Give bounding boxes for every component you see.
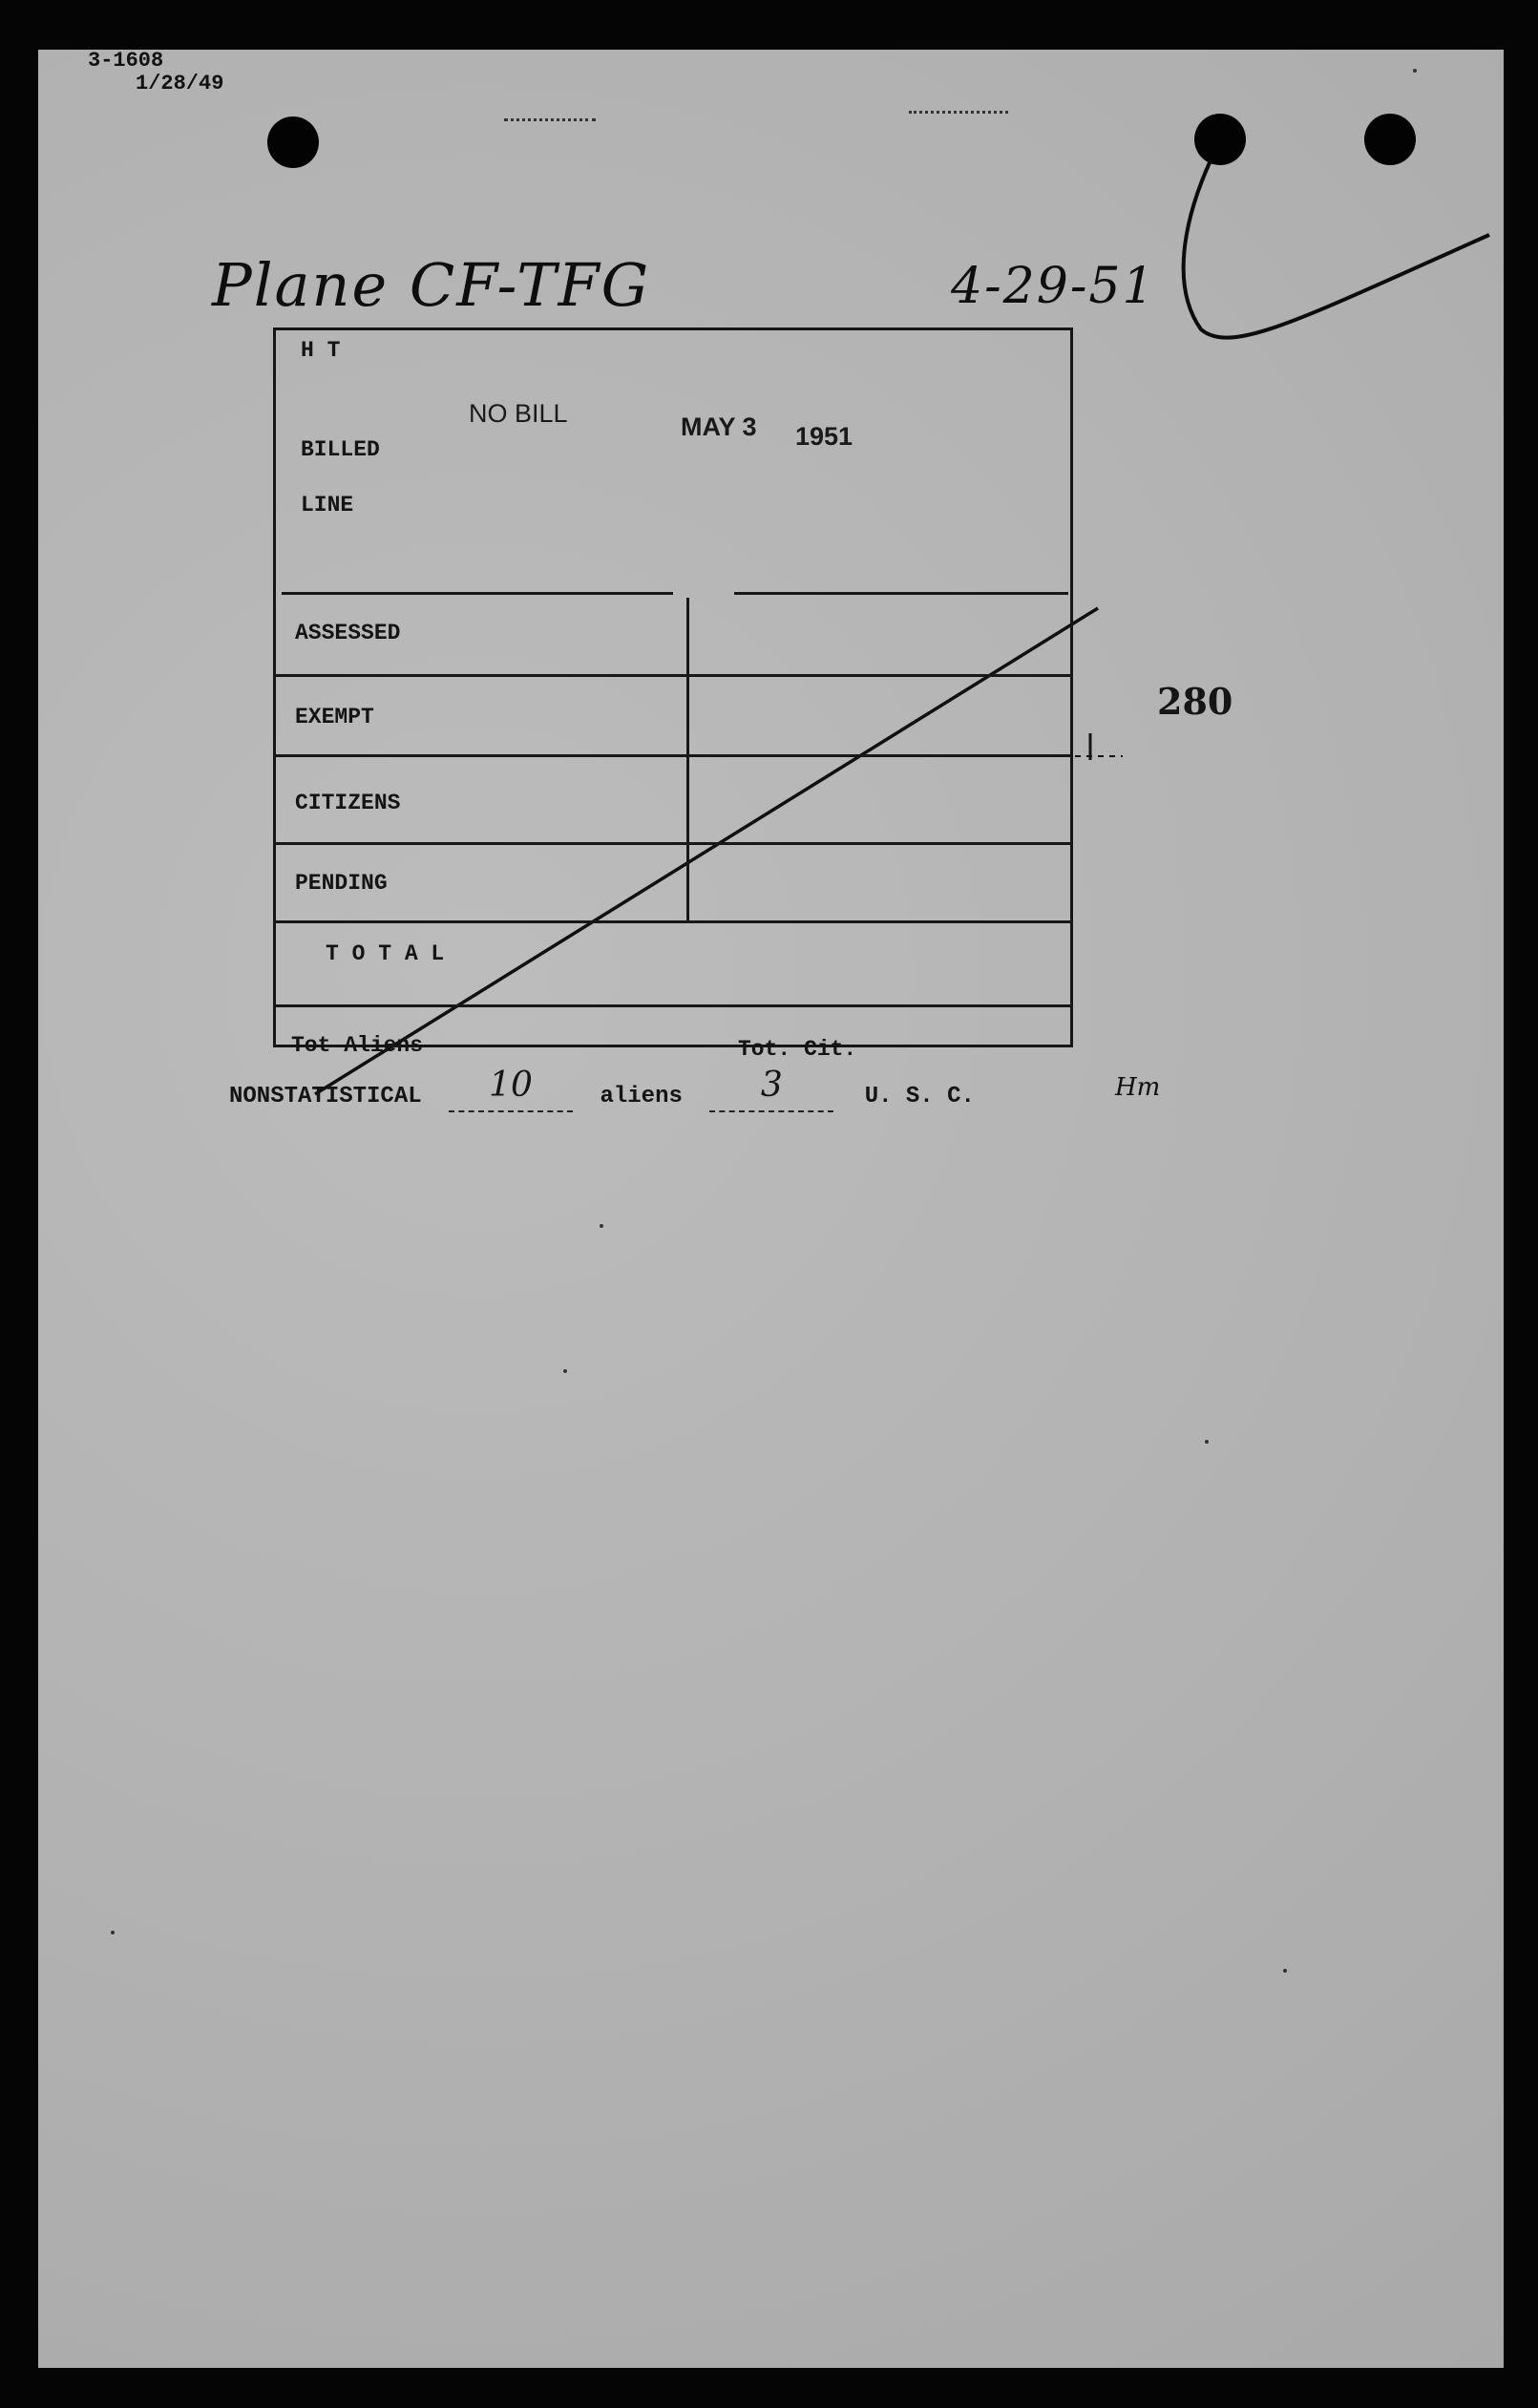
- pending-label: PENDING: [295, 871, 388, 896]
- handwritten-date: 4-29-51: [951, 258, 1156, 315]
- speck: [1413, 69, 1417, 73]
- rule-assessed: [276, 674, 1070, 677]
- speck: [1283, 1969, 1287, 1973]
- speck: [600, 1224, 603, 1228]
- line-label: LINE: [301, 493, 354, 518]
- rule-header-right: [734, 592, 1068, 595]
- assessed-label: ASSESSED: [295, 621, 401, 645]
- rule-header-left: [282, 592, 673, 595]
- form-table: [273, 327, 1073, 1062]
- date-stamp-year: 1951: [795, 422, 853, 451]
- rule-total: [276, 1004, 1070, 1007]
- speck: [111, 1931, 115, 1934]
- total-label: T O T A L: [326, 941, 445, 966]
- column-divider: [686, 598, 689, 920]
- nonstatistical-label: NONSTATISTICAL: [229, 1084, 422, 1109]
- handwritten-plane-id: Plane CF-TFG: [212, 250, 651, 320]
- side-number-280: 280: [1157, 680, 1233, 723]
- handwritten-initials: Hm: [1115, 1073, 1161, 1102]
- nonstatistical-line: [229, 1066, 975, 1112]
- tot-aliens-label: Tot Aliens: [291, 1033, 424, 1058]
- pen-curve: [1184, 160, 1489, 338]
- speck: [563, 1369, 567, 1373]
- billed-label: BILLED: [301, 437, 380, 462]
- aliens-label: aliens: [600, 1084, 683, 1109]
- tot-cit-label: Tot. Cit.: [738, 1037, 857, 1062]
- aliens-value: 10: [489, 1066, 533, 1105]
- no-bill-stamp: NO BILL: [469, 399, 568, 428]
- usc-value: 3: [760, 1066, 783, 1105]
- ht-label: H T: [301, 338, 341, 363]
- rule-pending: [276, 920, 1070, 923]
- aliens-blank: [449, 1066, 573, 1112]
- date-stamp-month-day: MAY 3: [681, 412, 757, 441]
- citizens-label: CITIZENS: [295, 791, 401, 815]
- rule-exempt: [276, 754, 1070, 757]
- exempt-label: EXEMPT: [295, 705, 374, 729]
- usc-blank: [709, 1066, 833, 1112]
- usc-label: U. S. C.: [864, 1084, 975, 1109]
- form-code-date: 1/28/49: [136, 72, 224, 95]
- rule-citizens: [276, 842, 1070, 845]
- speck: [1205, 1440, 1209, 1444]
- form-code-number: 3-1608: [88, 49, 164, 73]
